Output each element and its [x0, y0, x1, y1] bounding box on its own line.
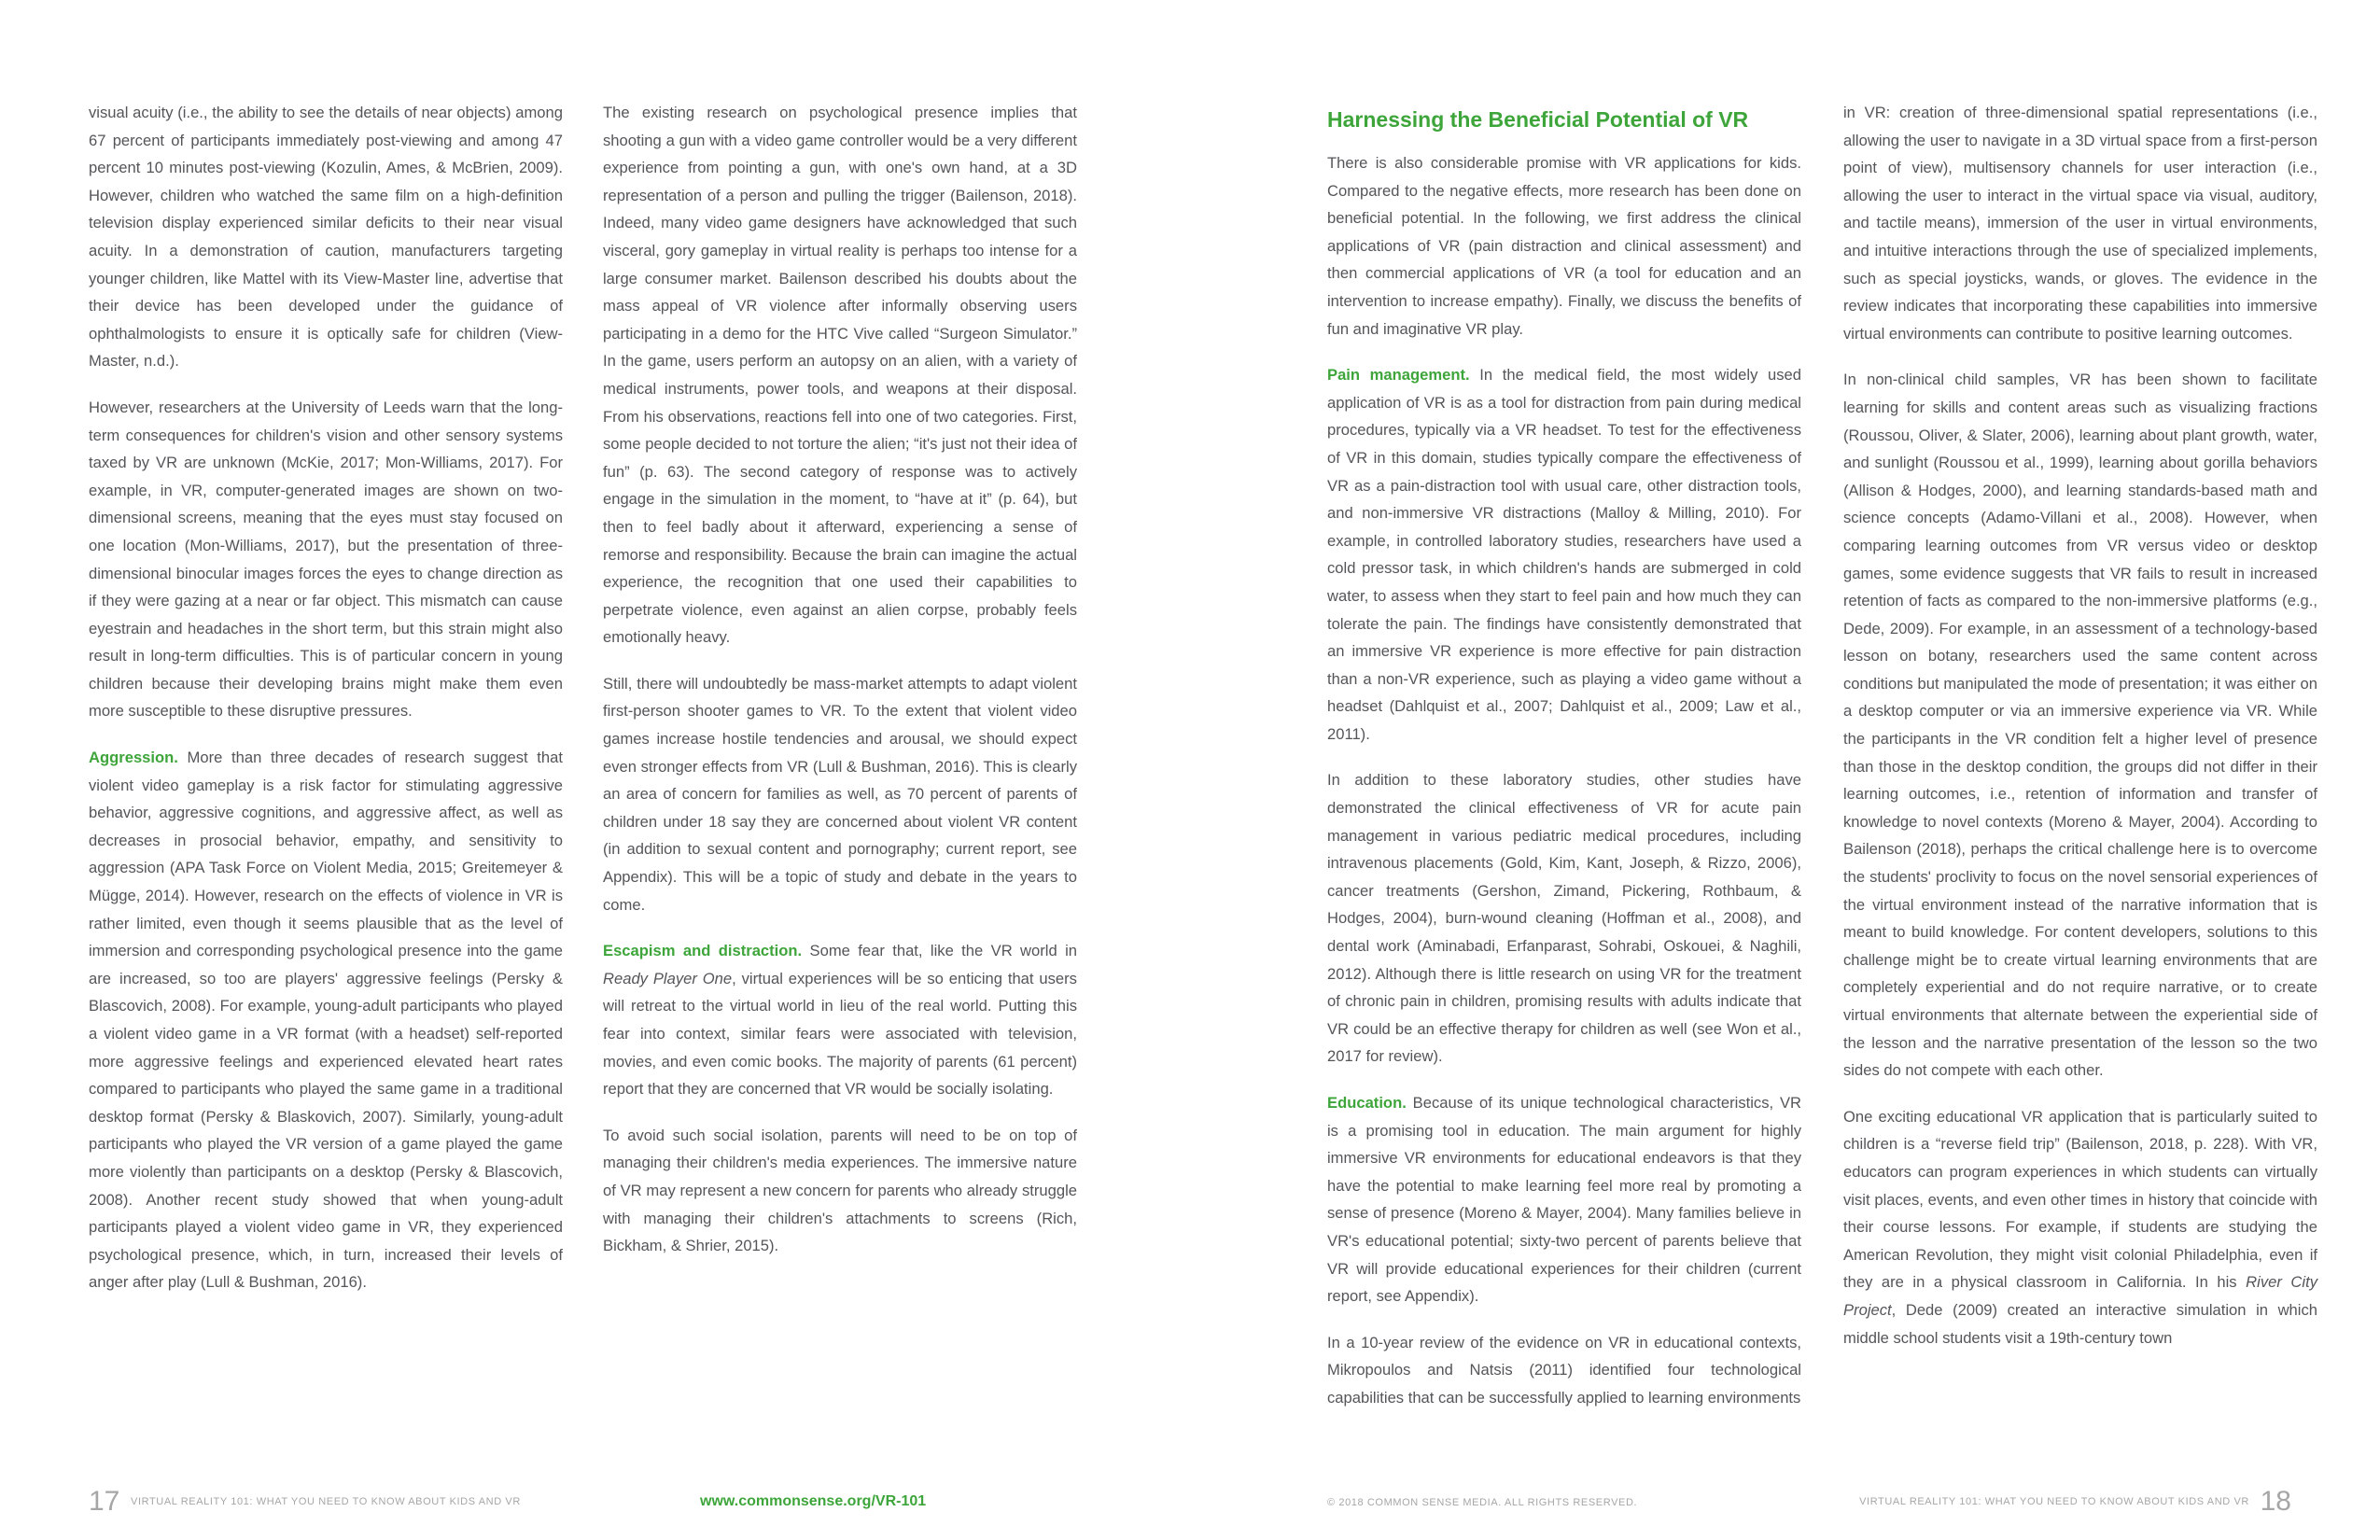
paragraph-text: , virtual experiences will be so enticing that users will retreat to the virtual world in lieu of the real world. Putting this fear into context, similar fears were associated with television, movies, and even comic books. The majority of parents (61 percent) report that they are concerned that VR would be socially isolating.	[603, 969, 1077, 1099]
paragraph-text: One exciting educational VR application that is particularly suited to children is a “reverse field trip” (Bailenson, 2018, p. 228). With VR, educators can program experiences in which students can virtually visit places, events, and even other times in history that coincide with their course lessons. For example, if students are studying the American Revolution, they might visit colonial Philadelphia, even if they are in a physical classroom in California. In his	[1843, 1107, 2317, 1292]
right-footer	[1859, 1486, 2291, 1518]
paragraph	[89, 744, 563, 1296]
paragraph-heading: Education.	[1327, 1094, 1407, 1112]
running-title: VIRTUAL REALITY 101: WHAT YOU NEED TO KNOW ABOUT KIDS AND VR	[131, 1496, 521, 1507]
left-column-2	[603, 99, 1077, 1279]
copyright: © 2018 COMMON SENSE MEDIA. ALL RIGHTS RESERVED.	[1327, 1497, 1638, 1508]
paragraph-text: More than three decades of research suggest that violent video gameplay is a risk factor for stimulating aggressive behavior, aggressive cognitions, and aggressive affect, as well as decreases in prosocial behavior, empathy, and sensitivity to aggression (APA Task Force on Violent Media, 2015; Greitemeyer & Mügge, 2014). However, research on the effects of violence in VR is rather limited, even though it seems plausible that as the level of immersion and corresponding psychological presence into the game are increased, so too are players' aggressive feelings (Persky & Blascovich, 2008). For example, young-adult participants who played a violent video game in a VR format (with a headset) self-reported more aggressive feelings and experienced elevated heart rates compared to participants who played the same game in a traditional desktop format (Persky & Blaskovich, 2007). Similarly, young-adult participants who played the VR version of a game played the game more violently than participants on a desktop (Persky & Blascovich, 2008). Another recent study showed that when young-adult participants played a violent video game in VR, they experienced psychological presence, which, in turn, increased their levels of anger after play (Lull & Bushman, 2016).	[89, 749, 563, 1292]
paragraph	[603, 937, 1077, 1103]
paragraph: visual acuity (i.e., the ability to see the details of near objects) among 67 percent of participants immediately post-viewing and among 47 percent 10 minutes post-viewing (Kozulin, Ames, & McBrien, 2009). However, children who watched the same film on a high-definition television display experienced similar deficits to their near visual acuity. In a demonstration of caution, manufacturers targeting younger children, like Mattel with its View-Master line, advertise that their device has been developed under the guidance of ophthalmologists to ensure it is optically safe for children (View-Master, n.d.).	[89, 104, 563, 371]
paragraph: In non-clinical child samples, VR has been shown to facilitate learning for skills and content areas such as visualizing fractions (Roussou, Oliver, & Slater, 2006), learning about plant growth, water, and sunlight (Roussou et al., 1999), learning about gorilla behaviors (Allison & Hodges, 2000), and learning standards-based math and science concepts (Adamo-Villani et al., 2008). However, when comparing learning outcomes from VR versus video or desktop games, some evidence suggests that VR fails to result in increased retention of facts as compared to the non-immersive platforms (e.g., Dede, 2009). For example, in an assessment of a technology-based lesson on botany, researchers used the same content across conditions but manipulated the mode of presentation; it was either on a desktop computer or via an immersive experience via VR. While the participants in the VR condition felt a higher level of presence than those in the desktop condition, the groups did not differ in their learning outcomes, i.e., retention of information and transfer of knowledge to novel contexts (Moreno & Mayer, 2004). According to Bailenson (2018), perhaps the critical challenge here is to overcome the students' proclivity to focus on the novel sensorial experiences of the virtual environment instead of the narrative information that is meant to build knowledge. For content developers, solutions to this challenge might be to create virtual learning environments that are completely experiential and do not require narrative, or to create virtual environments that alternate between the experiential side of the lesson and the narrative presentation of the lesson so the two sides do not compete with each other.	[1843, 371, 2317, 1080]
page-number: 18	[2260, 1486, 2291, 1517]
paragraph-heading: Escapism and distraction.	[603, 942, 803, 960]
paragraph: Still, there will undoubtedly be mass-market attempts to adapt violent first-person shooter games to VR. To the extent that violent video games increase hostile tendencies and arousal, we should expect even stronger effects from VR (Lull & Bushman, 2016). This is clearly an area of concern for families as well, as 70 percent of parents of children under 18 say they are concerned about violent VR content (in addition to sexual content and pornography; current report, see Appendix). This will be a topic of study and debate in the years to come.	[603, 674, 1077, 914]
section-title: Harnessing the Beneficial Potential of VR	[1327, 107, 1749, 132]
book-title: Ready Player One	[603, 969, 733, 987]
paragraph	[1843, 1103, 2317, 1351]
paragraph	[1327, 1089, 1801, 1310]
running-title: VIRTUAL REALITY 101: WHAT YOU NEED TO KNOW ABOUT KIDS AND VR	[1859, 1496, 2249, 1507]
paragraph: In addition to these laboratory studies, other studies have demonstrated the clinical effectiveness of VR for acute pain management in various pediatric medical procedures, including intravenous placements (Gold, Kim, Kant, Joseph, & Rizzo, 2006), cancer treatments (Gershon, Zimand, Pickering, Rothbaum, & Hodges, 2004), burn-wound cleaning (Hoffman et al., 2008), and dental work (Aminabadi, Erfanparast, Sohrabi, Oskouei, & Naghili, 2012). Although there is little research on using VR for the treatment of chronic pain in children, promising results with adults indicate that VR could be an effective therapy for children as well (see Won et al., 2017 for review).	[1327, 771, 1801, 1066]
paragraph	[1327, 361, 1801, 748]
left-column-1	[89, 99, 563, 1315]
project-title: River City Project	[1843, 1273, 2317, 1319]
left-footer	[89, 1486, 521, 1518]
paragraph-text: Some fear that, like the VR world in	[802, 942, 1077, 960]
right-column-2	[1843, 99, 2317, 1370]
paragraph: To avoid such social isolation, parents will need to be on top of managing their children's media experiences. The immersive nature of VR may represent a new concern for parents who already struggle with managing their children's attachments to screens (Rich, Bickham, & Shrier, 2015).	[603, 1126, 1077, 1255]
paragraph-heading: Pain management.	[1327, 366, 1470, 385]
paragraph-text: Because of its unique technological characteristics, VR is a promising tool in education. The main argument for highly immersive VR environments for educational endeavors is that they have the potential to make learning feel more real by promoting a sense of presence (Moreno & Mayer, 2004). Many families believe in VR's educational potential; sixty-two percent of parents believe that VR will provide educational experiences for their children (current report, see Appendix).	[1327, 1094, 1801, 1306]
paragraph: The existing research on psychological presence implies that shooting a gun with a video game controller would be a very different experience from pointing a gun, with one's own hand, at a 3D representation of a person and pulling the trigger (Bailenson, 2018). Indeed, many video game designers have acknowledged that such visceral, gory gameplay in virtual reality is perhaps too intense for a large consumer market. Bailenson described his doubts about the mass appeal of VR violence after informally observing users participating in a demo for the HTC Vive called “Surgeon Simulator.” In the game, users perform an autopsy on an alien, with a variety of medical instruments, power tools, and weapons at their disposal. From his observations, reactions fell into one of two categories. First, some people decided to not torture the alien; “it's just not their idea of fun” (p. 63). The second category of response was to actively engage in the simulation in the moment, to “have at it” (p. 64), but then to feel badly about it afterward, experiencing a sense of remorse and responsibility. Because the brain can imagine the actual experience, the recognition that one used their capabilities to perpetrate violence, even against an alien corpse, probably feels emotionally heavy.	[603, 104, 1077, 647]
paragraph: However, researchers at the University of Leeds warn that the long-term consequences for children's vision and other sensory systems taxed by VR are unknown (McKie, 2017; Mon-Williams, 2017). For example, in VR, computer-generated images are shown on two-dimensional screens, meaning that the eyes must stay focused on one location (Mon-Williams, 2017), but the presentation of three-dimensional binocular images forces the eyes to change direction as if they were gazing at a near or far object. This mismatch can cause eyestrain and headaches in the short term, but this strain might also result in long-term difficulties. This is of particular concern in young children because their developing brains might make them even more susceptible to these disruptive pressures.	[89, 398, 563, 721]
paragraph: There is also considerable promise with VR applications for kids. Compared to the negative effects, more research has been done on beneficial potential. In the following, we first address the clinical applications of VR (pain distraction and clinical assessment) and then commercial applications of VR (a tool for education and an intervention to increase empathy). Finally, we discuss the benefits of fun and imaginative VR play.	[1327, 154, 1801, 338]
paragraph-text: In the medical field, the most widely used application of VR is as a tool for distraction from pain during medical procedures, typically via a VR headset. To test for the effectiveness of VR in this domain, studies typically compare the effectiveness of VR as a pain-distraction tool with usual care, other distraction tools, and non-immersive VR distractions (Malloy & Milling, 2010). For example, in controlled laboratory studies, researchers have used a cold pressor task, in which children's hands are submerged in cold water, to assess when they start to feel pain and how much they can tolerate the pain. The findings have consistently demonstrated that an immersive VR experience is more effective for pain distraction than a non-VR experience, such as playing a video game without a headset (Dahlquist et al., 2007; Dahlquist et al., 2009; Law et al., 2011).	[1327, 366, 1802, 743]
website-link[interactable]: www.commonsense.org/VR-101	[700, 1493, 927, 1509]
paragraph: in VR: creation of three-dimensional spatial representations (i.e., allowing the user to navigate in a 3D virtual space from a first-person point of view), multisensory channels for user interaction (i.e., allowing the user to interact in the virtual space via visual, auditory, and tactile means), immersion of the user in virtual environments, and intuitive interactions through the use of specialized implements, such as special joysticks, wands, or gloves. The evidence in the review indicates that incorporating these capabilities into immersive virtual environments can contribute to positive learning outcomes.	[1843, 104, 2317, 343]
paragraph: In a 10-year review of the evidence on VR in educational contexts, Mikropoulos and Natsis (2011) identified four technological capabilities that can be successfully applied to learning environments	[1327, 1333, 1801, 1407]
right-column-1	[1327, 99, 1801, 1431]
paragraph-heading: Aggression.	[89, 749, 178, 767]
paragraph-text: , Dede (2009) created an interactive simulation in which middle school students visit a 19th-century town	[1843, 1300, 2317, 1347]
page-number: 17	[89, 1486, 120, 1517]
